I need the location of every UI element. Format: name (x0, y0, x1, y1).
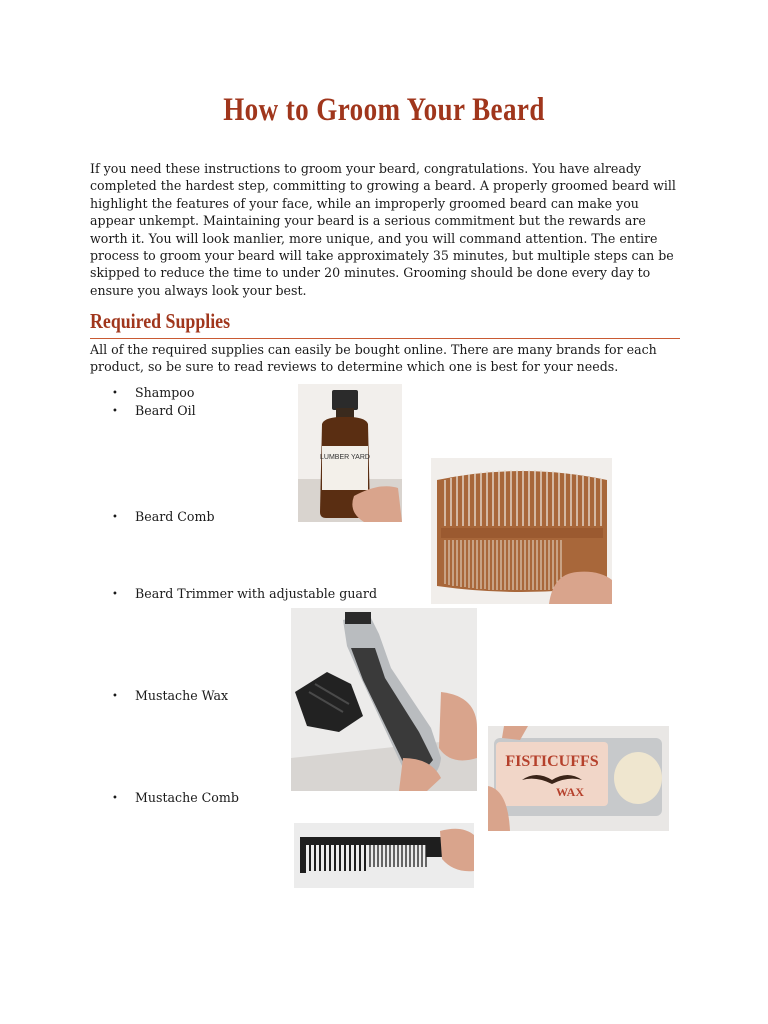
bullet: • (112, 512, 118, 523)
bullet: • (112, 388, 118, 399)
mustache-wax-photo (488, 726, 669, 831)
intro-paragraph: If you need these instructions to groom your beard, congratulations. You have already completed the hardest step, committing to growing a beard. A properly groomed beard will highlight the features of your face, while an improperly groomed beard can make you appear unkempt. Maintaining your beard is a serious commitment but the rewards are worth it. You will look manlier, more unique, and you will command attention. The entire process to groom your beard will take approximately 35 minutes, but multiple steps can be skipped to reduce the time to under 20 minutes. Grooming should be done every day to ensure you always look your best. (90, 161, 676, 298)
wax-word-text: WAX (555, 785, 585, 799)
list-item-shampoo (112, 384, 194, 402)
bullet: • (112, 793, 118, 804)
mustache-wax-image (488, 726, 669, 831)
bullet: • (112, 406, 118, 417)
list-item-mustache-wax (112, 687, 228, 705)
beard-comb-photo (431, 458, 612, 604)
list-item-mustache-comb (112, 789, 239, 807)
list-item-label: Mustache Wax (135, 688, 229, 703)
bullet: • (112, 589, 118, 600)
list-item-label: Mustache Comb (135, 790, 239, 805)
beard-oil-image (298, 384, 402, 522)
beard-comb-image (431, 458, 612, 604)
beard-oil-photo (298, 384, 402, 522)
mustache-comb-image (294, 823, 474, 888)
section-divider (90, 338, 680, 339)
supplies-intro-paragraph: All of the required supplies can easily be bought online. There are many brands for each product, so be sure to read reviews to determine which one is best for your needs. (90, 342, 657, 375)
wax-brand-text: FISTICUFFS (505, 753, 599, 770)
list-item-label: Beard Trimmer with adjustable guard (135, 586, 378, 601)
list-item-beard-trimmer (112, 585, 377, 603)
beard-trimmer-photo (291, 608, 477, 791)
beard-oil-label-text: LUMBER YARD (320, 454, 370, 461)
list-item-beard-oil (112, 402, 196, 420)
list-item-label: Beard Oil (135, 403, 196, 418)
bullet: • (112, 691, 118, 702)
section-heading-required-supplies: Required Supplies (90, 309, 231, 333)
page-title: How to Groom Your Beard (223, 92, 545, 128)
list-item-beard-comb (112, 508, 215, 526)
beard-trimmer-image (291, 608, 477, 791)
mustache-comb-photo (294, 823, 474, 888)
list-item-label: Shampoo (135, 385, 195, 400)
list-item-label: Beard Comb (135, 509, 215, 524)
